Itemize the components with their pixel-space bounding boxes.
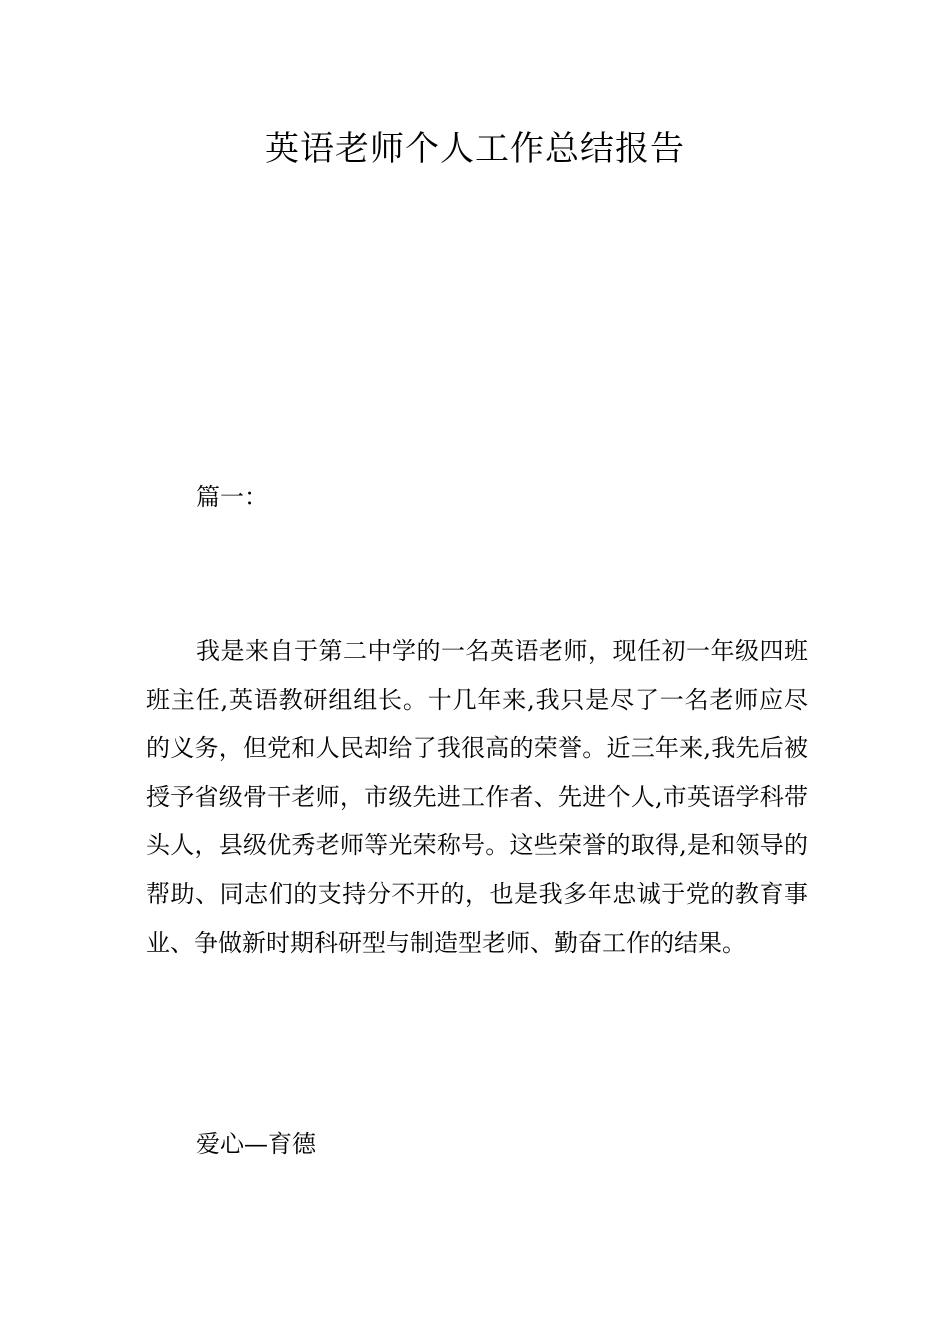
body-paragraph: 我是来自于第二中学的一名英语老师，现任初一年级四班班主任,英语教研组组长。十几年来,我只是尽了一名老师应尽的义务，但党和人民却给了我很高的荣誉。近三年来,我先后被授予省级骨干老师，市级先进工作者、先进个人,市英语学科带头人，县级优秀老师等光荣称号。这些荣誉的取得,是和领导的帮助、同志们的支持分不开的，也是我多年忠诚于党的教育事业、争做新时期科研型与制造型老师、勤奋工作的结果。 [146, 637, 808, 957]
document-title: 英语老师个人工作总结报告 [265, 129, 685, 169]
section-heading: 篇一： [196, 483, 268, 511]
subheading: 爱心—育德 [196, 1130, 316, 1158]
